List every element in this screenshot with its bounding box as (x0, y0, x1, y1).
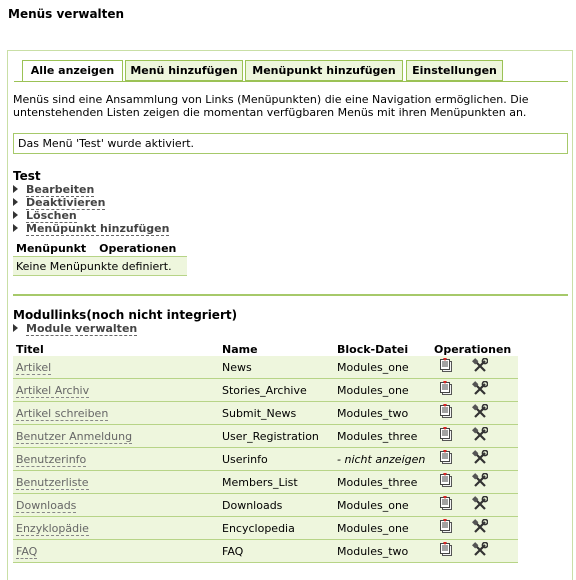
column-header: Menüpunkt (16, 242, 87, 255)
module-title-cell (13, 540, 219, 563)
module-title-cell (13, 402, 219, 425)
module-name-cell: User_Registration (219, 425, 334, 448)
module-title-cell (13, 425, 219, 448)
operations-cell (431, 540, 518, 563)
module-title-cell (13, 494, 219, 517)
module-block-cell: Modules_two (334, 540, 431, 563)
module-name-cell: News (219, 356, 334, 379)
list-item (13, 322, 137, 335)
tab-settings[interactable]: Einstellungen (406, 60, 503, 81)
operations-cell (431, 425, 518, 448)
table-row (13, 356, 518, 379)
module-name-cell: Submit_News (219, 402, 334, 425)
tools-icon[interactable] (472, 358, 488, 374)
table-row (13, 425, 518, 448)
module-title-cell (13, 471, 219, 494)
edit-document-icon[interactable] (440, 381, 454, 396)
module-title-link[interactable]: Artikel (16, 360, 52, 374)
module-title-cell (13, 517, 219, 540)
module-rows (13, 356, 518, 563)
tools-icon[interactable] (472, 450, 488, 466)
module-title-link[interactable]: Benutzerliste (16, 475, 89, 489)
module-actions (13, 322, 137, 335)
list-item (13, 222, 169, 235)
module-name-cell: Stories_Archive (219, 379, 334, 402)
table-header-row (13, 342, 518, 356)
list-item (13, 196, 169, 209)
module-block-cell (334, 448, 431, 471)
hidden-block-label: - nicht anzeigen (337, 452, 426, 466)
table-header-row (13, 241, 187, 257)
deactivate-menu-link[interactable]: Deaktivieren (26, 196, 106, 209)
list-item (13, 183, 169, 196)
tools-icon[interactable] (472, 496, 488, 512)
module-links-table (13, 342, 518, 563)
column-header-title: Titel (16, 342, 44, 356)
module-title-cell (13, 356, 219, 379)
module-title-link[interactable]: Downloads (16, 498, 77, 512)
tab-show-all[interactable]: Alle anzeigen (22, 60, 123, 82)
table-row (13, 540, 518, 563)
column-header: Operationen (99, 242, 177, 255)
module-name-cell: Members_List (219, 471, 334, 494)
table-row (13, 448, 518, 471)
module-name-cell: Downloads (219, 494, 334, 517)
menu-actions (13, 183, 169, 235)
tab-add-menu[interactable]: Menü hinzufügen (125, 60, 243, 81)
module-block-cell: Modules_one (334, 356, 431, 379)
operations-cell (431, 494, 518, 517)
module-links-title: Modullinks(noch nicht integriert) (13, 308, 238, 322)
module-title-link[interactable]: Artikel Archiv (16, 383, 90, 397)
section-divider (13, 294, 568, 296)
tools-icon[interactable] (472, 473, 488, 489)
tools-icon[interactable] (472, 404, 488, 420)
edit-document-icon[interactable] (440, 496, 454, 511)
status-notice: Das Menü 'Test' wurde aktiviert. (13, 133, 568, 154)
list-item (13, 209, 169, 222)
operations-cell (431, 448, 518, 471)
empty-message: Keine Menüpunkte definiert. (13, 257, 187, 276)
module-name-cell: Userinfo (219, 448, 334, 471)
operations-cell (431, 379, 518, 402)
page-title: Menüs verwalten (8, 7, 125, 21)
module-name-cell: FAQ (219, 540, 334, 563)
module-block-cell: Modules_one (334, 494, 431, 517)
module-title-cell (13, 448, 219, 471)
column-header-block: Block-Datei (337, 342, 409, 356)
menu-items-table (13, 241, 187, 276)
module-title-link[interactable]: Benutzerinfo (16, 452, 87, 466)
edit-document-icon[interactable] (440, 542, 454, 557)
module-block-cell: Modules_one (334, 517, 431, 540)
tab-add-menu-item[interactable]: Menüpunkt hinzufügen (245, 60, 403, 81)
table-row (13, 379, 518, 402)
arrow-right-icon (13, 185, 18, 193)
add-menu-item-link[interactable]: Menüpunkt hinzufügen (26, 222, 170, 235)
edit-document-icon[interactable] (440, 358, 454, 373)
edit-document-icon[interactable] (440, 427, 454, 442)
module-title-link[interactable]: FAQ (16, 544, 38, 558)
tools-icon[interactable] (472, 427, 488, 443)
edit-menu-link[interactable]: Bearbeiten (26, 183, 95, 196)
module-title-link[interactable]: Artikel schreiben (16, 406, 109, 420)
column-header-name: Name (222, 342, 258, 356)
arrow-right-icon (13, 198, 18, 206)
module-block-cell: Modules_two (334, 402, 431, 425)
menu-title-test: Test (13, 169, 41, 183)
module-block-cell: Modules_three (334, 471, 431, 494)
arrow-right-icon (13, 211, 18, 219)
module-title-cell (13, 379, 219, 402)
module-block-cell: Modules_three (334, 425, 431, 448)
tab-divider (14, 81, 568, 82)
tools-icon[interactable] (472, 542, 488, 558)
edit-document-icon[interactable] (440, 404, 454, 419)
column-header-operations: Operationen (434, 342, 512, 356)
table-row (13, 402, 518, 425)
operations-cell (431, 517, 518, 540)
table-row (13, 257, 187, 276)
intro-text: Menüs sind eine Ansammlung von Links (Menüpunkten) die eine Navigation ermöglichen. Die untenstehenden Listen zeigen die momentan verfügbaren Menüs mit ihren Menüpunkten an. (13, 93, 529, 119)
table-row (13, 494, 518, 517)
table-row (13, 517, 518, 540)
operations-cell (431, 471, 518, 494)
tools-icon[interactable] (472, 381, 488, 397)
delete-menu-link[interactable]: Löschen (26, 209, 77, 222)
manage-modules-link[interactable]: Module verwalten (26, 322, 138, 335)
module-name-cell: Encyclopedia (219, 517, 334, 540)
arrow-right-icon (13, 224, 18, 232)
operations-cell (431, 356, 518, 379)
table-row (13, 471, 518, 494)
module-title-link[interactable]: Benutzer Anmeldung (16, 429, 133, 443)
edit-document-icon[interactable] (440, 473, 454, 488)
edit-document-icon[interactable] (440, 450, 454, 465)
edit-document-icon[interactable] (440, 519, 454, 534)
tools-icon[interactable] (472, 519, 488, 535)
module-title-link[interactable]: Enzyklopädie (16, 521, 89, 535)
operations-cell (431, 402, 518, 425)
arrow-right-icon (13, 324, 18, 332)
module-block-cell: Modules_one (334, 379, 431, 402)
